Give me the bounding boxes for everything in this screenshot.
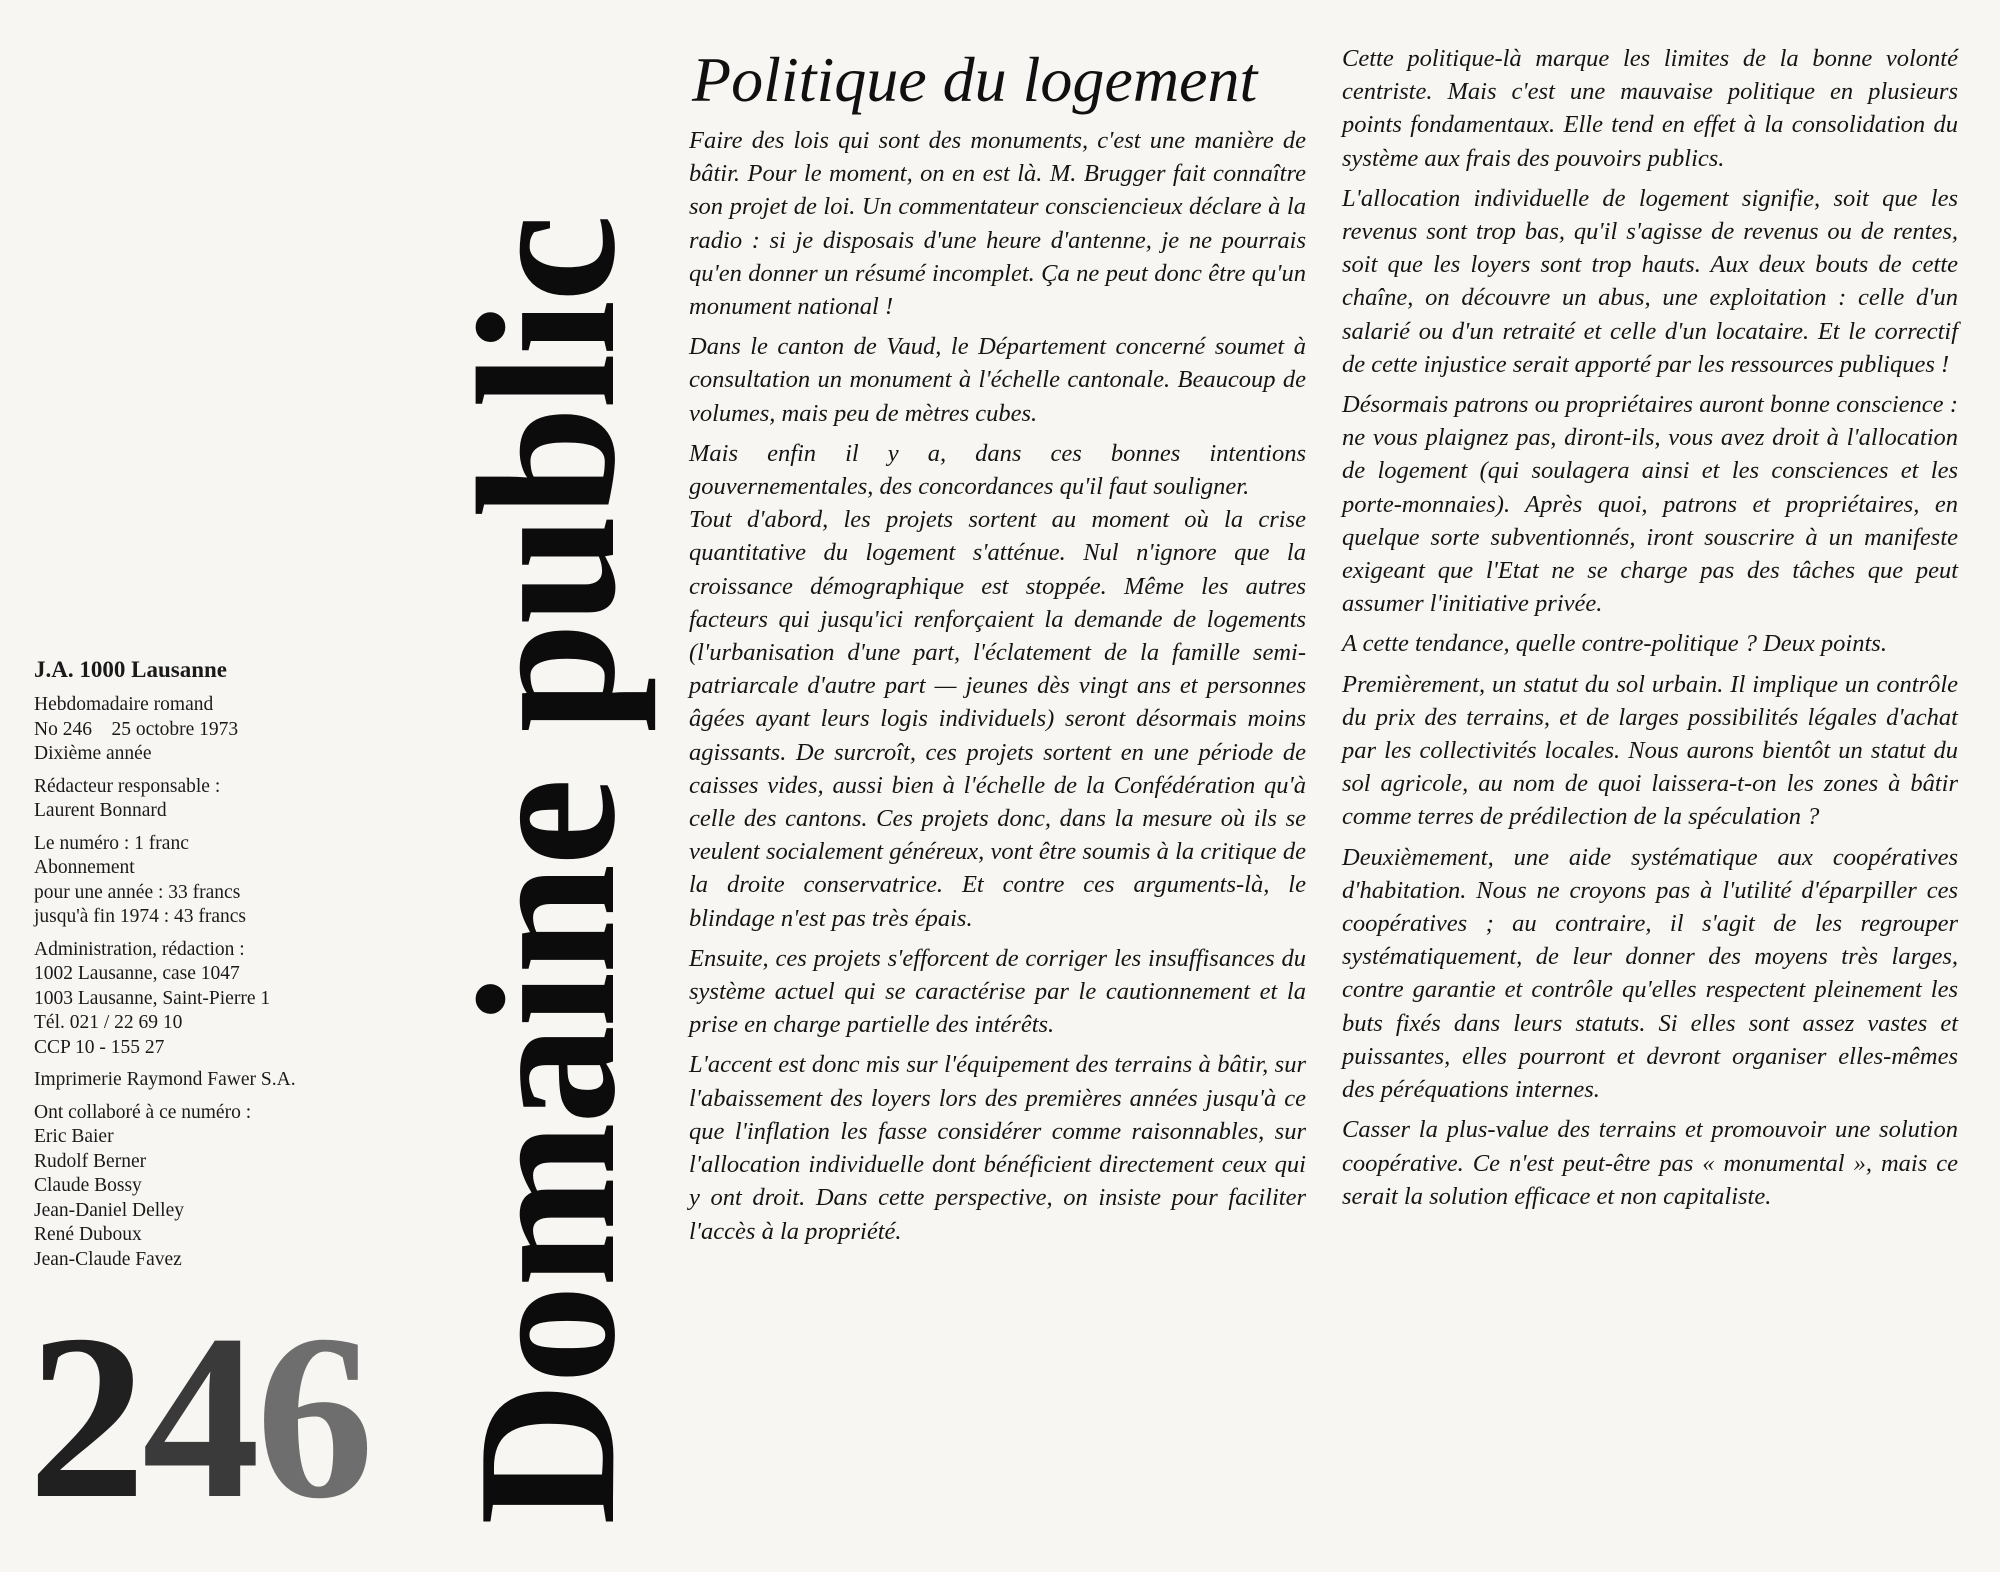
article-paragraph: Désormais patrons ou propriétaires auront bonne conscience : ne vous plaignez pas, diront-ils, vous avez droit à l'allocation de logement (qui soulagera ainsi et les consciences et les porte-monnaies). Après quoi, patrons et propriétaires, en quelque sorte subventionnés, iront souscrire à un manifeste exigeant que l'Etat ne se charge pas des tâches que peut assumer l'initiative privée. — [1342, 391, 1958, 618]
article-paragraph: L'allocation individuelle de logement signifie, soit que les revenus sont trop bas, qu'il s'agisse de revenus ou de rentes, soit que les loyers sont trop hauts. Aux deux bouts de cette chaîne, on découvre un abus, une exploitation : celle d'un salarié ou d'un retraité et celle d'un locataire. Et le correctif de cette injustice serait apporté par les ressources publiques ! — [1342, 184, 1958, 378]
info-line: 1002 Lausanne, case 1047 — [34, 963, 240, 984]
pricing-info — [34, 832, 414, 930]
info-line: Tél. 021 / 22 69 10 — [34, 1012, 183, 1033]
publication-info — [34, 655, 414, 1272]
contact-info — [34, 938, 414, 1061]
info-line: Hebdomadaire romand — [34, 694, 214, 715]
article-paragraph: Mais enfin il y a, dans ces bonnes intentions gouvernementales, des concordances qu'il faut souligner. — [689, 439, 1306, 501]
article-paragraph: Ensuite, ces projets s'efforcent de corriger les insuffisances du système actuel qui se caractérise par le cautionnement et la prise en charge partielle des intérêts. — [689, 944, 1306, 1039]
article-paragraph: Dans le canton de Vaud, le Département concerné soumet à consultation un monument à l'échelle cantonale. Beaucoup de volumes, mais peu de mètres cubes. — [689, 333, 1306, 427]
contributor-name: Jean-Daniel Delley — [34, 1199, 184, 1221]
article-paragraph: Premièrement, un statut du sol urbain. Il implique un contrôle du prix des terrains, et de larges possibilités légales d'achat par les collectivités locales. Nous aurons bientôt un statut du sol agricole, au nom de quoi laissera-t-on les zones à bâtir comme terres de prédilection de la spéculation ? — [1342, 670, 1958, 831]
info-line: Dixième année — [34, 743, 152, 764]
info-line: Administration, rédaction : — [34, 938, 245, 960]
printer-info — [34, 1068, 414, 1093]
article-paragraph: Cette politique-là marque les limites de la bonne volonté centriste. Mais c'est une mauvaise politique en plusieurs points fondamentaux. Elle tend en effet à la consolidation du système aux frais des pouvoirs publics. — [1342, 45, 1958, 172]
masthead: Domaine public — [437, 216, 656, 1525]
info-line: Ont collaboré à ce numéro : — [34, 1101, 252, 1123]
article-title: Politique du logement — [692, 44, 1258, 115]
contributor-name: Claude Bossy — [34, 1175, 142, 1196]
article-paragraph: A cette tendance, quelle contre-politique ? Deux points. — [1342, 630, 1887, 658]
info-line: Abonnement — [34, 857, 135, 878]
issue-digit: 6 — [256, 1287, 370, 1548]
article-column-right — [1342, 42, 1958, 1220]
contributors — [34, 1101, 414, 1273]
article-paragraph: Faire des lois qui sont des monuments, c'est une manière de bâtir. Pour le moment, on en est là. M. Brugger fait connaître son projet de loi. Un commentateur consciencieux déclare à la radio : si je disposais d'une heure d'antenne, je ne pourrais qu'en donner un résumé incomplet. Ça ne peut donc être qu'un monument national ! — [689, 127, 1306, 321]
issue-digit: 2 — [28, 1287, 142, 1548]
contributor-name: Rudolf Berner — [34, 1150, 147, 1172]
article-paragraph: L'accent est donc mis sur l'équipement des terrains à bâtir, sur l'abaissement des loyers lors des premières années jusqu'à ce que l'inflation les fasse considérer comme raisonnables, sur l'allocation individuelle dont bénéficient directement ceux qui y ont droit. Dans cette perspective, on insiste pour faciliter l'accès à la propriété. — [689, 1051, 1306, 1245]
article-paragraph: Tout d'abord, les projets sortent au moment où la crise quantitative du logement s'atténue. Nul n'ignore que la croissance démographique est stoppée. Même les autres facteurs qui jusqu'ici renforçaient la demande de logements (l'urbanisation d'une part, l'éclatement de la famille semi-patriarcale d'autre part — jeunes dès vingt ans et personnes âgées ayant leurs logis individuels) seront désormais moins agissants. De surcroît, ces projets sortent en une période de caisses vides, aussi bien à l'échelle de la Confédération qu'à celle des cantons. Ces projets donc, dans la mesure où ils se veulent socialement généreux, vont être soumis à la critique de la droite conservatrice. Et contre ces arguments-là, le blindage n'est pas très épais. — [689, 506, 1306, 932]
contributor-name: René Duboux — [34, 1224, 142, 1245]
postal-header: J.A. 1000 Lausanne — [34, 657, 227, 682]
info-line: Imprimerie Raymond Fawer S.A. — [34, 1069, 296, 1090]
editor-info — [34, 775, 414, 824]
issue-digit: 4 — [142, 1287, 256, 1548]
info-line: Le numéro : 1 franc — [34, 832, 189, 854]
info-line: pour une année : 33 francs — [34, 881, 241, 903]
info-line: Rédacteur responsable : — [34, 775, 221, 797]
info-line: Laurent Bonnard — [34, 800, 167, 821]
publication-details — [34, 693, 414, 767]
contributor-name: Eric Baier — [34, 1126, 114, 1147]
issue-number — [28, 1287, 370, 1548]
info-line: jusqu'à fin 1974 : 43 francs — [34, 906, 247, 927]
contributor-name: Jean-Claude Favez — [34, 1248, 182, 1270]
article-paragraph: Casser la plus-value des terrains et promouvoir une solution coopérative. Ce n'est peut-être pas « monumental », mais ce serait la solution efficace et non capitaliste. — [1342, 1116, 1958, 1210]
issue-date-line: No 246 25 octobre 1973 — [34, 718, 239, 740]
article-paragraph: Deuxièmement, une aide systématique aux coopératives d'habitation. Nous ne croyons pas à l'utilité d'éparpiller ces coopératives ; au contraire, il s'agit de les regrouper systématiquement, de leur donner des moyens très larges, contre garantie et contrôle qu'elles respectent pleinement les buts fixés dans leurs statuts. Si elles sont assez vastes et puissantes, elles pourront et devront organiser elles-mêmes des péréquations internes. — [1342, 843, 1958, 1104]
info-line: CCP 10 - 155 27 — [34, 1036, 165, 1058]
info-line: 1003 Lausanne, Saint-Pierre 1 — [34, 987, 271, 1009]
article-column-middle — [689, 124, 1306, 1255]
